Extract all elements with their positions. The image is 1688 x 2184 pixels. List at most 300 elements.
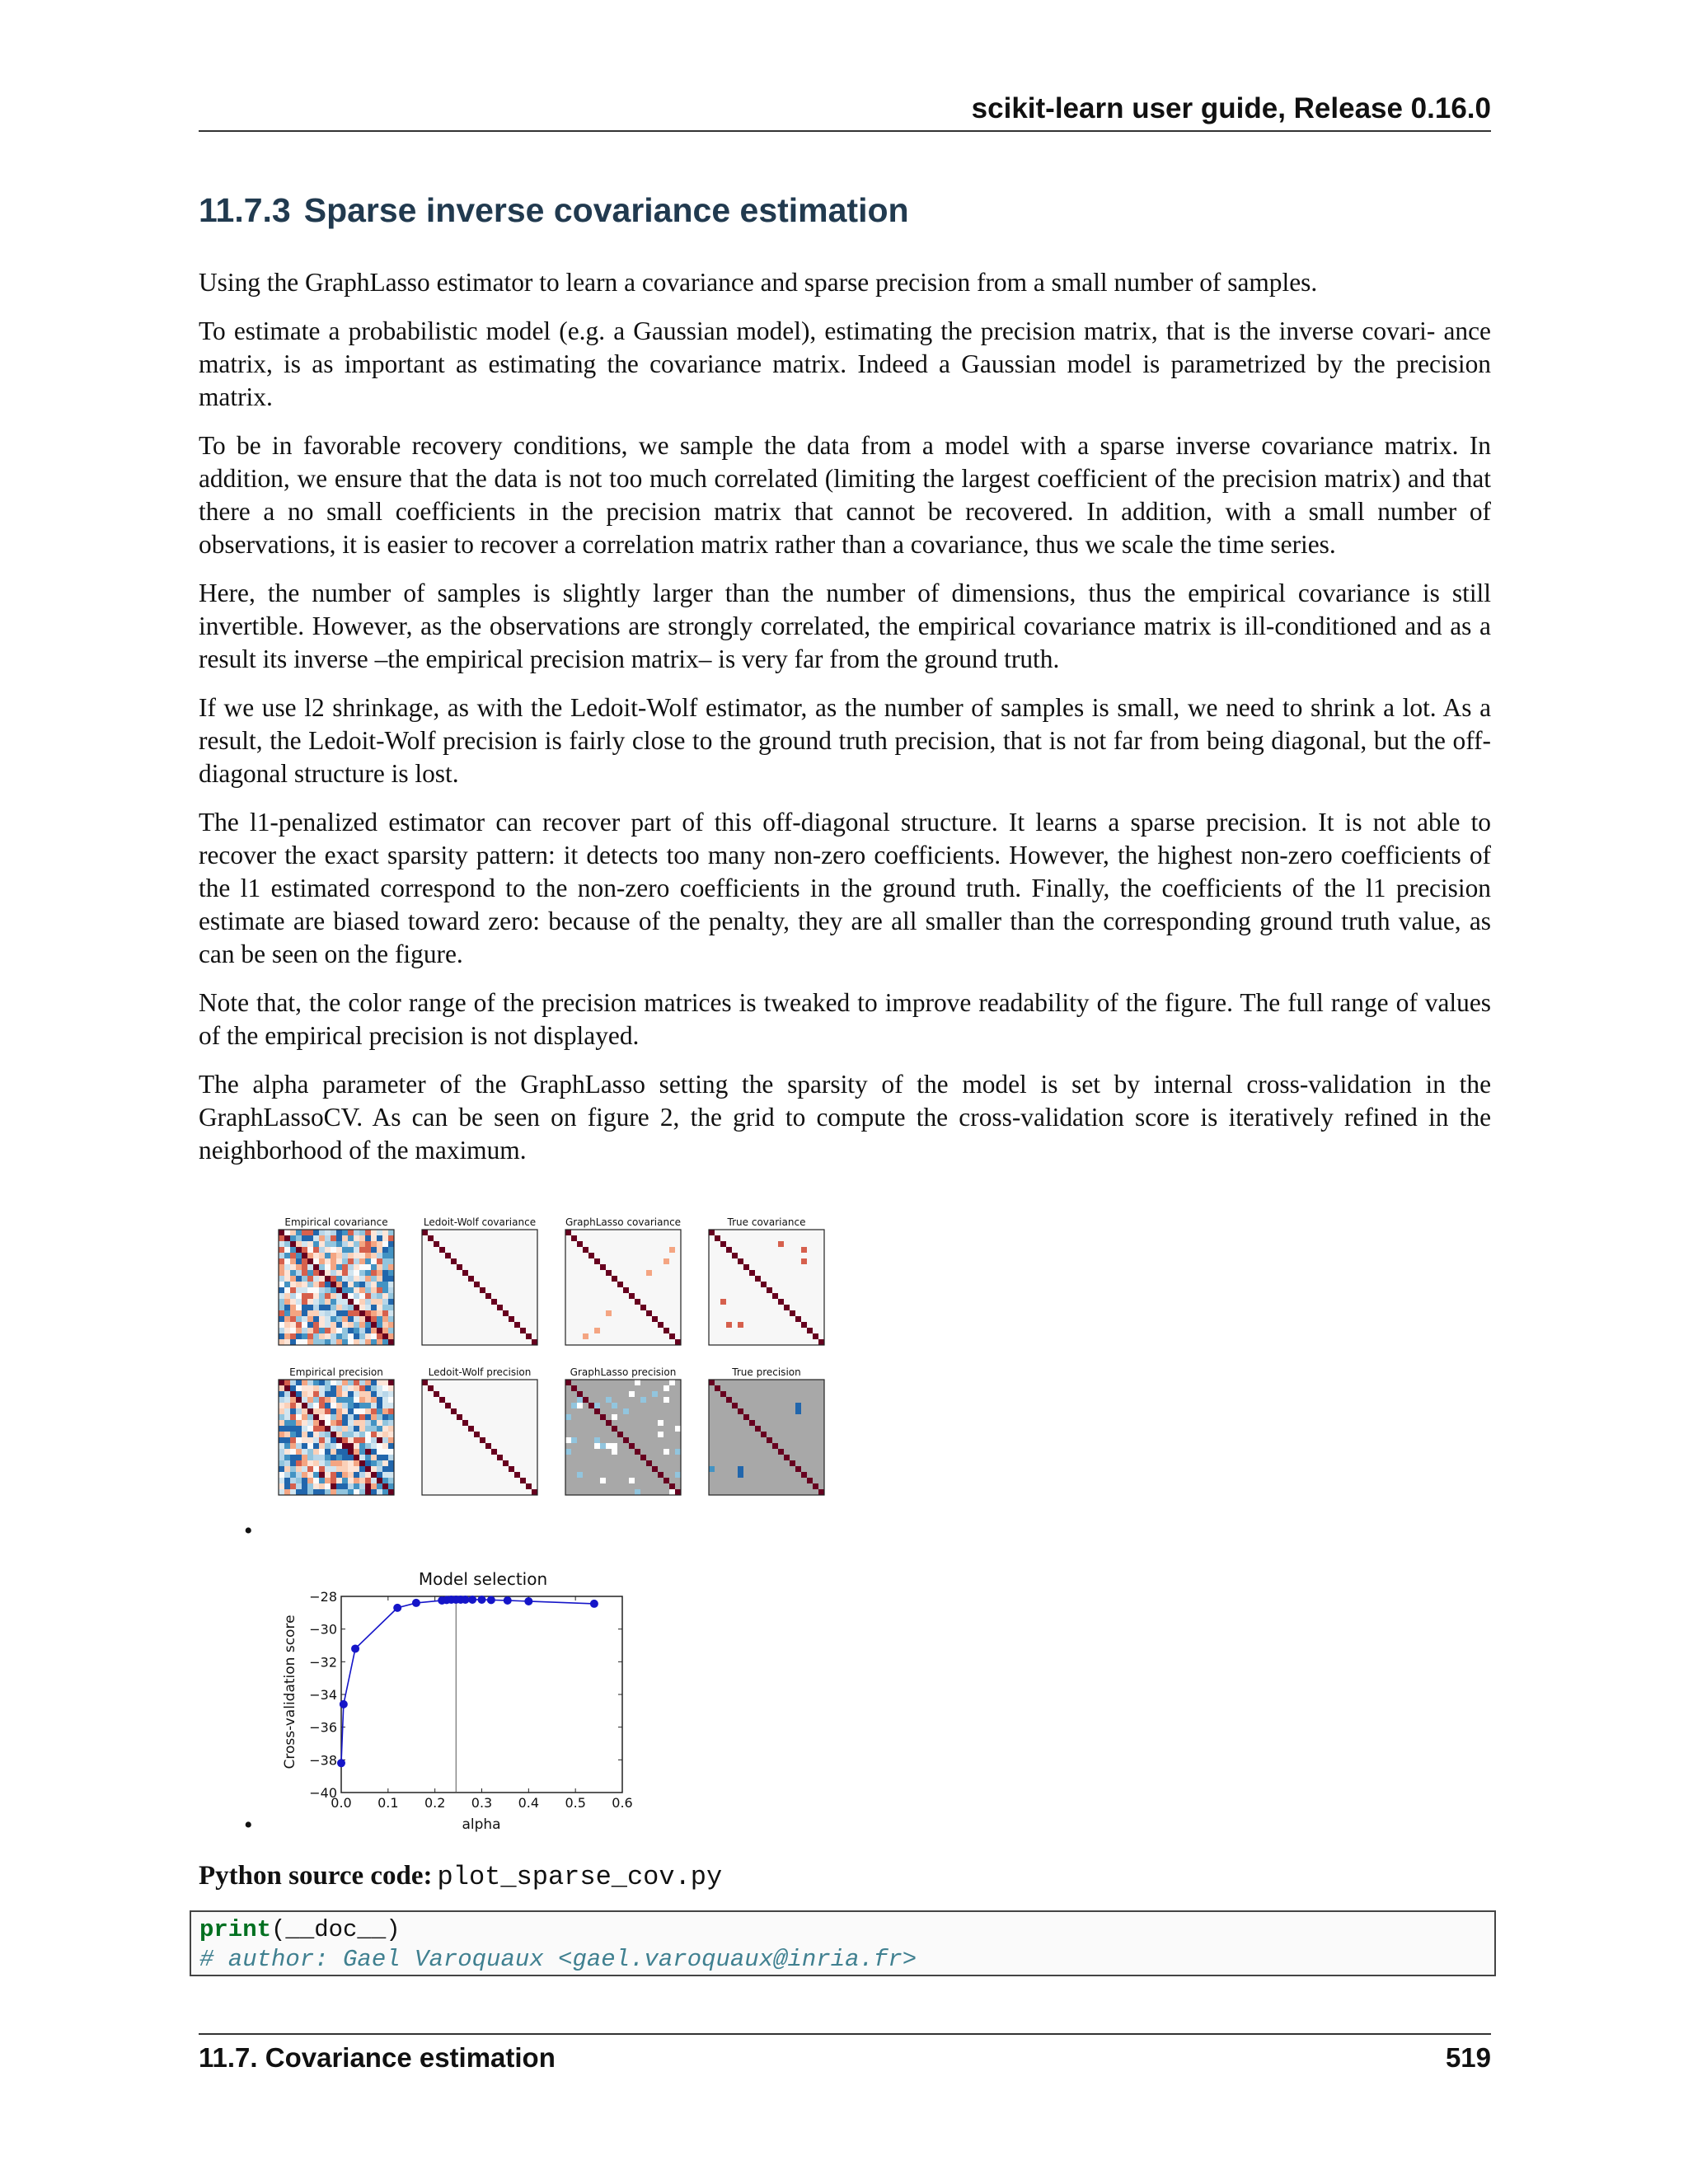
matrix-cell [348, 1432, 354, 1437]
matrix-cell [325, 1287, 331, 1293]
matrix-cell [279, 1449, 284, 1455]
matrix-cell [348, 1264, 354, 1270]
matrix-cell [302, 1339, 307, 1345]
score-point [340, 1700, 348, 1708]
matrix-cell [382, 1322, 388, 1328]
matrix-cell [279, 1483, 284, 1489]
matrix-cell [302, 1253, 307, 1258]
matrix-figure [275, 1212, 836, 1508]
matrix-cell [336, 1397, 342, 1403]
matrix-cell [325, 1230, 331, 1235]
matrix-cell [296, 1264, 302, 1270]
matrix-cell [302, 1316, 307, 1322]
matrix-cell [778, 1241, 784, 1247]
matrix-cell [738, 1466, 743, 1472]
matrix-cell [290, 1455, 296, 1460]
matrix-cell [474, 1432, 480, 1437]
matrix-cell [382, 1443, 388, 1449]
matrix-cell [457, 1414, 462, 1420]
matrix-cell [284, 1380, 290, 1385]
matrix-cell [359, 1322, 365, 1328]
matrix-cell [313, 1293, 319, 1299]
matrix-cell [606, 1310, 612, 1316]
matrix-cell [336, 1466, 342, 1472]
matrix-cell [382, 1235, 388, 1241]
matrix-cell [307, 1408, 313, 1414]
matrix-cell [319, 1403, 325, 1408]
matrix-cell [790, 1310, 795, 1316]
matrix-cell [313, 1339, 319, 1345]
matrix-cell [336, 1403, 342, 1408]
matrix-cell [319, 1230, 325, 1235]
matrix-cell [565, 1230, 571, 1235]
matrix-cell [279, 1489, 284, 1495]
matrix-cell [325, 1472, 331, 1478]
paragraph: To estimate a probabilistic model (e.g. a Gaussian model), estimating the precision matrix, that is the inverse covari- ance matrix, is as important as estimating the covariance matrix. Indeed a Gaussian model is parametrized by the precision matrix. [199, 316, 1491, 411]
matrix-cell [296, 1305, 302, 1310]
section-number: 11.7.3 [199, 191, 291, 229]
matrix-cell [284, 1316, 290, 1322]
matrix-cell [296, 1276, 302, 1282]
matrix-cell [307, 1443, 313, 1449]
score-point [504, 1596, 512, 1605]
matrix-cell [371, 1408, 377, 1414]
source-code-line [199, 1861, 722, 1892]
matrix-cell [354, 1287, 359, 1293]
matrix-cell [365, 1380, 371, 1385]
matrix-cell [325, 1385, 331, 1391]
matrix-cell [290, 1287, 296, 1293]
matrix-cell [307, 1460, 313, 1466]
matrix-cell [801, 1247, 807, 1253]
matrix-cell [359, 1258, 365, 1264]
matrix-cell [296, 1328, 302, 1333]
matrix-cell [284, 1391, 290, 1397]
matrix-cell [526, 1333, 532, 1339]
matrix-cell [382, 1299, 388, 1305]
matrix-cell [302, 1397, 307, 1403]
matrix-cell [348, 1478, 354, 1483]
matrix-cell [348, 1466, 354, 1472]
matrix-cell [302, 1287, 307, 1293]
matrix-cell [497, 1305, 503, 1310]
matrix-cell [818, 1339, 824, 1345]
matrix-cell [296, 1414, 302, 1420]
matrix-cell [354, 1414, 359, 1420]
matrix-cell [290, 1432, 296, 1437]
matrix-cell [371, 1299, 377, 1305]
matrix-cell [307, 1316, 313, 1322]
matrix-cell [336, 1316, 342, 1322]
matrix-cell [290, 1414, 296, 1420]
matrix-cell [422, 1380, 428, 1385]
matrix-cell [331, 1235, 336, 1241]
matrix-cell [365, 1414, 371, 1420]
matrix-cell [342, 1455, 348, 1460]
score-point [337, 1759, 345, 1767]
matrix-cell [359, 1282, 365, 1287]
matrix-cell [377, 1391, 382, 1397]
matrix-cell [336, 1322, 342, 1328]
matrix-cell [359, 1264, 365, 1270]
matrix-cell [284, 1466, 290, 1472]
matrix-cell [296, 1287, 302, 1293]
matrix-cell [669, 1380, 675, 1385]
matrix-cell [772, 1293, 778, 1299]
matrix-cell [331, 1322, 336, 1328]
matrix-cell [354, 1437, 359, 1443]
matrix-cell [462, 1420, 468, 1426]
matrix-cell [302, 1322, 307, 1328]
matrix-cell [612, 1414, 617, 1420]
matrix-cell [359, 1276, 365, 1282]
matrix-cell [331, 1380, 336, 1385]
panel-title: Empirical covariance [284, 1216, 388, 1228]
matrix-cell [296, 1460, 302, 1466]
matrix-cell [302, 1489, 307, 1495]
matrix-cell [313, 1258, 319, 1264]
matrix-cell [284, 1443, 290, 1449]
matrix-panel [709, 1366, 824, 1495]
matrix-cell [365, 1253, 371, 1258]
matrix-cell [331, 1276, 336, 1282]
matrix-cell [388, 1472, 394, 1478]
matrix-cell [296, 1339, 302, 1345]
matrix-cell [377, 1310, 382, 1316]
matrix-cell [336, 1293, 342, 1299]
matrix-cell [818, 1489, 824, 1495]
matrix-cell [279, 1305, 284, 1310]
matrix-cell [313, 1264, 319, 1270]
matrix-cell [302, 1241, 307, 1247]
matrix-cell [359, 1437, 365, 1443]
matrix-cell [284, 1247, 290, 1253]
matrix-cell [302, 1408, 307, 1414]
matrix-cell [365, 1460, 371, 1466]
matrix-cell [594, 1258, 600, 1264]
matrix-cell [474, 1282, 480, 1287]
matrix-cell [640, 1305, 646, 1310]
matrix-cell [279, 1258, 284, 1264]
matrix-cell [359, 1432, 365, 1437]
matrix-cell [290, 1328, 296, 1333]
matrix-cell [365, 1247, 371, 1253]
matrix-cell [365, 1310, 371, 1316]
matrix-cell [388, 1420, 394, 1426]
matrix-cell [359, 1455, 365, 1460]
matrix-cell [359, 1230, 365, 1235]
matrix-cell [354, 1483, 359, 1489]
matrix-cell [302, 1391, 307, 1397]
matrix-cell [313, 1426, 319, 1432]
matrix-cell [296, 1258, 302, 1264]
matrix-cell [279, 1328, 284, 1333]
matrix-cell [279, 1414, 284, 1420]
matrix-cell [331, 1437, 336, 1443]
matrix-cell [795, 1408, 801, 1414]
matrix-cell [296, 1466, 302, 1472]
panel-title: True covariance [727, 1216, 806, 1228]
matrix-cell [342, 1414, 348, 1420]
matrix-cell [296, 1316, 302, 1322]
matrix-cell [709, 1230, 715, 1235]
matrix-cell [313, 1380, 319, 1385]
matrix-cell [307, 1455, 313, 1460]
matrix-cell [348, 1449, 354, 1455]
matrix-cell [296, 1437, 302, 1443]
matrix-cell [342, 1478, 348, 1483]
matrix-cell [428, 1235, 434, 1241]
matrix-cell [371, 1414, 377, 1420]
matrix-cell [279, 1339, 284, 1345]
matrix-cell [577, 1472, 583, 1478]
matrix-cell [371, 1432, 377, 1437]
matrix-cell [336, 1380, 342, 1385]
matrix-cell [635, 1299, 640, 1305]
matrix-cell [325, 1299, 331, 1305]
matrix-cell [290, 1385, 296, 1391]
matrix-cell [629, 1293, 635, 1299]
matrix-cell [336, 1258, 342, 1264]
matrix-cell [284, 1483, 290, 1489]
matrix-cell [382, 1460, 388, 1466]
matrix-cell [434, 1391, 439, 1397]
matrix-cell [336, 1391, 342, 1397]
matrix-cell [336, 1408, 342, 1414]
matrix-cell [279, 1380, 284, 1385]
matrix-cell [319, 1489, 325, 1495]
matrix-cell [279, 1316, 284, 1322]
matrix-cell [509, 1466, 514, 1472]
matrix-cell [354, 1489, 359, 1495]
score-point [590, 1600, 598, 1608]
matrix-cell [532, 1339, 537, 1345]
matrix-cell [371, 1483, 377, 1489]
matrix-cell [307, 1258, 313, 1264]
matrix-cell [354, 1449, 359, 1455]
matrix-cell [296, 1420, 302, 1426]
matrix-cell [296, 1310, 302, 1316]
matrix-cell [377, 1253, 382, 1258]
matrix-cell [296, 1478, 302, 1483]
matrix-cell [348, 1408, 354, 1414]
matrix-cell [354, 1403, 359, 1408]
paragraph: Here, the number of samples is slightly larger than the number of dimensions, thus the empirical covariance is still invertible. However, as the observations are strongly correlated, the empirical covariance matrix is ill-conditioned and as a result its inverse –the empirical precision matrix– is very far from the ground truth. [199, 579, 1491, 673]
matrix-cell [336, 1235, 342, 1241]
matrix-cell [388, 1282, 394, 1287]
matrix-cell [738, 1258, 743, 1264]
matrix-cell [331, 1414, 336, 1420]
matrix-cell [726, 1247, 732, 1253]
matrix-cell [577, 1241, 583, 1247]
matrix-cell [279, 1287, 284, 1293]
matrix-cell [313, 1460, 319, 1466]
matrix-cell [313, 1385, 319, 1391]
y-tick-label: −34 [309, 1687, 337, 1703]
matrix-cell [388, 1385, 394, 1391]
matrix-cell [342, 1385, 348, 1391]
matrix-cell [663, 1385, 669, 1391]
matrix-cell [313, 1241, 319, 1247]
matrix-cell [571, 1437, 577, 1443]
score-point [487, 1596, 495, 1604]
matrix-cell [354, 1322, 359, 1328]
matrix-cell [388, 1333, 394, 1339]
matrix-cell [307, 1403, 313, 1408]
matrix-cell [336, 1310, 342, 1316]
matrix-cell [342, 1305, 348, 1310]
matrix-cell [342, 1339, 348, 1345]
matrix-cell [749, 1420, 755, 1426]
matrix-cell [382, 1230, 388, 1235]
matrix-cell [348, 1293, 354, 1299]
matrix-cell [606, 1270, 612, 1276]
matrix-cell [371, 1287, 377, 1293]
matrix-cell [348, 1230, 354, 1235]
matrix-cell [795, 1403, 801, 1408]
matrix-cell [583, 1333, 588, 1339]
matrix-cell [331, 1426, 336, 1432]
matrix-cell [755, 1426, 761, 1432]
matrix-cell [371, 1258, 377, 1264]
matrix-cell [612, 1403, 617, 1408]
matrix-cell [284, 1264, 290, 1270]
matrix-cell [565, 1380, 571, 1385]
matrix-cell [302, 1276, 307, 1282]
matrix-cell [302, 1472, 307, 1478]
matrix-cell [325, 1397, 331, 1403]
matrix-cell [290, 1235, 296, 1241]
matrix-cell [365, 1449, 371, 1455]
matrix-cell [290, 1316, 296, 1322]
matrix-cell [388, 1478, 394, 1483]
matrix-cell [382, 1472, 388, 1478]
matrix-cell [284, 1460, 290, 1466]
matrix-cell [319, 1270, 325, 1276]
matrix-cell [382, 1287, 388, 1293]
matrix-cell [307, 1333, 313, 1339]
matrix-cell [331, 1270, 336, 1276]
matrix-cell [342, 1299, 348, 1305]
matrix-cell [354, 1253, 359, 1258]
matrix-cell [377, 1276, 382, 1282]
matrix-cell [302, 1230, 307, 1235]
matrix-cell [365, 1478, 371, 1483]
matrix-cell [377, 1443, 382, 1449]
matrix-cell [646, 1310, 652, 1316]
matrix-cell [354, 1426, 359, 1432]
matrix-cell [371, 1264, 377, 1270]
matrix-cell [377, 1432, 382, 1437]
matrix-cell [359, 1293, 365, 1299]
matrix-cell [658, 1432, 663, 1437]
matrix-cell [319, 1310, 325, 1316]
matrix-cell [365, 1403, 371, 1408]
x-tick-label: 0.2 [424, 1795, 446, 1811]
matrix-cell [342, 1241, 348, 1247]
matrix-cell [365, 1235, 371, 1241]
matrix-cell [571, 1385, 577, 1391]
matrix-cell [290, 1299, 296, 1305]
footer-section: 11.7. Covariance estimation [199, 2042, 556, 2073]
matrix-cell [342, 1426, 348, 1432]
matrix-cell [371, 1472, 377, 1478]
matrix-cell [565, 1437, 571, 1443]
matrix-panel [709, 1216, 824, 1345]
matrix-cell [371, 1466, 377, 1472]
matrix-cell [313, 1472, 319, 1478]
matrix-cell [663, 1258, 669, 1264]
source-filename: plot_sparse_cov.py [437, 1862, 723, 1892]
matrix-cell [319, 1305, 325, 1310]
matrix-cell [503, 1310, 509, 1316]
y-tick-label: −38 [309, 1752, 337, 1769]
matrix-cell [377, 1455, 382, 1460]
matrix-cell [388, 1322, 394, 1328]
matrix-cell [307, 1247, 313, 1253]
matrix-cell [720, 1391, 726, 1397]
matrix-cell [354, 1264, 359, 1270]
matrix-cell [720, 1241, 726, 1247]
matrix-cell [377, 1247, 382, 1253]
matrix-cell [784, 1305, 790, 1310]
matrix-cell [382, 1339, 388, 1345]
matrix-cell [784, 1455, 790, 1460]
matrix-cell [307, 1328, 313, 1333]
matrix-cell [307, 1276, 313, 1282]
matrix-cell [354, 1432, 359, 1437]
matrix-cell [565, 1414, 571, 1420]
matrix-cell [377, 1235, 382, 1241]
matrix-cell [388, 1310, 394, 1316]
matrix-cell [284, 1397, 290, 1403]
matrix-cell [325, 1258, 331, 1264]
matrix-cell [388, 1276, 394, 1282]
matrix-cell [371, 1437, 377, 1443]
matrix-cell [348, 1443, 354, 1449]
matrix-cell [342, 1420, 348, 1426]
chart-title: Model selection [418, 1570, 548, 1589]
matrix-cell [520, 1478, 526, 1483]
matrix-cell [354, 1270, 359, 1276]
matrix-cell [307, 1310, 313, 1316]
matrix-cell [325, 1333, 331, 1339]
matrix-cell [594, 1437, 600, 1443]
matrix-cell [325, 1414, 331, 1420]
matrix-cell [325, 1437, 331, 1443]
matrix-cell [526, 1483, 532, 1489]
code-line-2: # author: Gael Varoquaux <gael.varoquaux@inria.fr> [199, 1946, 917, 1973]
code-line-1 [199, 1915, 1486, 1945]
matrix-cell [600, 1264, 606, 1270]
matrix-cell [348, 1397, 354, 1403]
matrix-cell [302, 1460, 307, 1466]
matrix-cell [359, 1483, 365, 1489]
matrix-cell [336, 1333, 342, 1339]
matrix-cell [302, 1478, 307, 1483]
matrix-cell [359, 1316, 365, 1322]
matrix-cell [663, 1449, 669, 1455]
matrix-cell [480, 1287, 485, 1293]
matrix-cell [342, 1258, 348, 1264]
matrix-cell [382, 1293, 388, 1299]
matrix-cell [307, 1420, 313, 1426]
matrix-cell [284, 1478, 290, 1483]
matrix-cell [795, 1316, 801, 1322]
matrix-cell [302, 1270, 307, 1276]
matrix-cell [365, 1299, 371, 1305]
matrix-cell [365, 1305, 371, 1310]
